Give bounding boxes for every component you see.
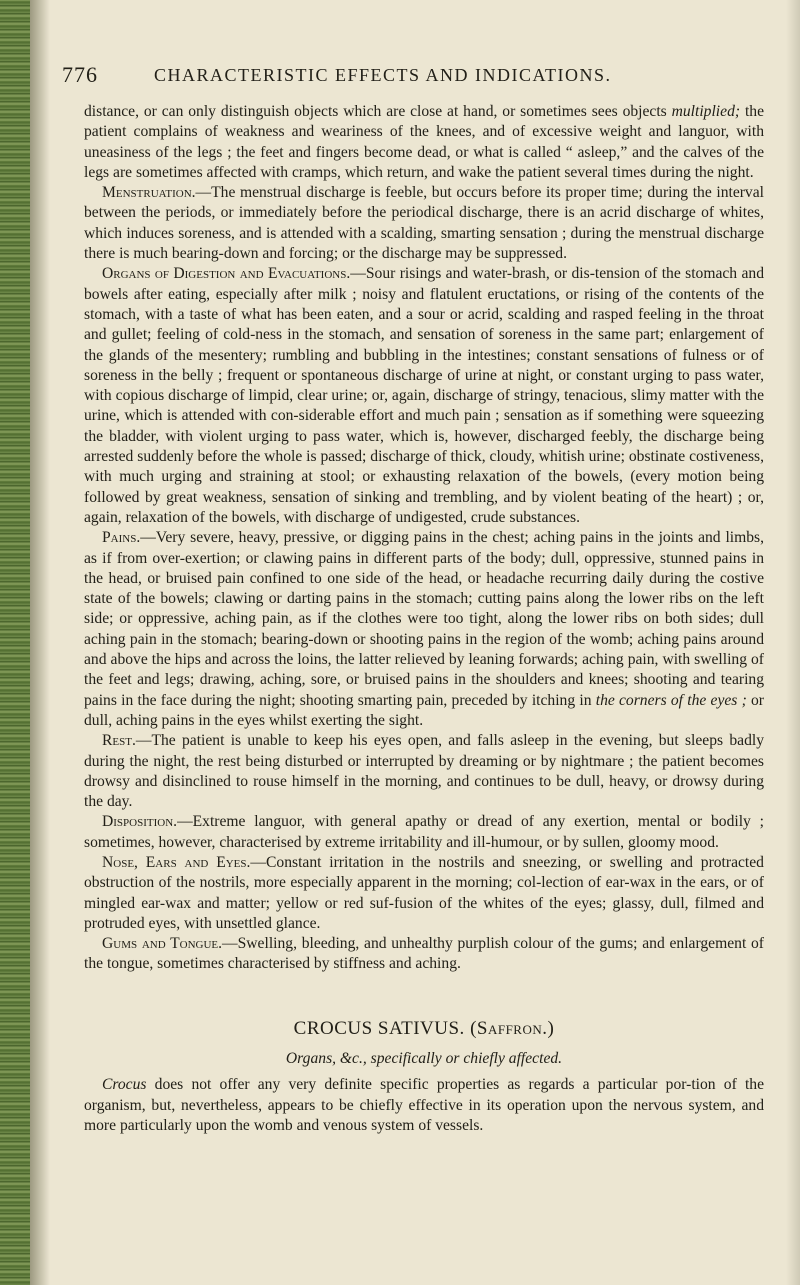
page-number: 776 <box>62 62 98 87</box>
paragraph-digestion: Organs of Digestion and Evacuations.—Sour risings and water-brash, or dis-tension of the stomach and bowels after eating, especially after milk ; noisy and flatulent eructations, or rising of the contents of the stomach, with a taste of what has been eaten, and a sour or acrid, scalding and rasped feeling in the throat and gullet; feeling of cold-ness in the stomach, and sensation of soreness in the same part; enlargement of the glands of the mesentery; rumbling and bubbling in the intestines; constant sensations of fulness or of soreness in the belly ; frequent or spontaneous discharge of urine at night, or constant urging to pass water, with copious discharge of limpid, clear urine; or, again, discharge of stringy, tenacious, slimy matter with the urine, which is attended with con-siderable effort and much pain ; sensation as if something were squeezing the bladder, with violent urging to pass water, which is, however, discharged feebly, the discharge being arrested suddenly before the whole is passed; discharge of thick, cloudy, whitish urine; obstinate costiveness, with much urging and straining at stool; or exhausting relaxation of the bowels, (every motion being followed by great weakness, sensation of sinking and trembling, and by violent beating of the heart) ; or, again, relaxation of the bowels, with discharge of undigested, crude substances. <box>84 265 765 526</box>
section-subtitle: Organs, &c., specifically or chiefly affected. <box>285 1050 563 1068</box>
section-heading: Pains. <box>102 529 141 547</box>
section-heading: Disposition. <box>102 813 178 831</box>
section-heading: Menstruation. <box>102 184 196 202</box>
paragraph-vision: distance, or can only distinguish objects which are close at hand, or sometimes sees objects multiplied; the patient complains of weakness and weariness of the knees, and of excessive weight and languor, with uneasiness of the legs ; the feet and fingers become dead, or what is called “ asleep,” and the calves of the legs are sometimes affected with cramps, which return, and wake the patient several times during the night. <box>84 103 764 181</box>
section-heading: Gums and Tongue. <box>102 935 223 953</box>
paragraph-gums-tongue: Gums and Tongue.—Swelling, bleeding, and unhealthy purplish colour of the gums; and enlargement of the tongue, sometimes characterised by stiffness and aching. <box>84 935 764 973</box>
paragraph-disposition: Disposition.—Extreme languor, with general apathy or dread of any exertion, mental or bodily ; sometimes, however, characterised by extreme irritability and ill-humour, or by sullen, gloomy mood. <box>84 813 764 851</box>
running-head: CHARACTERISTIC EFFECTS AND INDICATIONS. <box>154 65 612 85</box>
paragraph-menstruation: Menstruation.—The menstrual discharge is feeble, but occurs before its proper time; during the interval between the periods, or immediately before the periodical discharge, there is an acrid discharge of whites, which induces soreness, and is attended with a scalding, smarting sensation ; during the menstrual discharge there is much bearing-down and forcing; or the discharge may be suppressed. <box>84 184 764 263</box>
drug-name: Crocus <box>102 1076 147 1094</box>
paragraph-pains: Pains.—Very severe, heavy, pressive, or digging pains in the chest; aching pains in the joints and limbs, as if from over-exertion; or clawing pains in different parts of the body; dull, oppressive, stunned pains in the head, or bruised pain confined to one side of the head, or headache recurring daily during the costive state of the bowels; clawing or darting pains in the stomach; cutting pains along the lower ribs on the left side; or oppressive, aching pain, as if the clothes were too tight, along the lower ribs on both sides; dull aching pain in the stomach; bearing-down or shooting pains in the region of the womb; aching pains around and above the hips and across the loins, the latter relieved by leaning forwards; aching pain, with swelling of the feet and legs; drawing, aching, sore, or bruised pains in the shoulders and knees; shooting and tearing pains in the face during the night; shooting smarting pain, preceded by itching in the corners of the eyes ; or dull, aching pains in the eyes whilst exerting the sight. <box>84 529 764 729</box>
section-heading: Organs of Digestion and Evacuations. <box>102 265 351 283</box>
page-edge <box>786 0 800 1285</box>
page-header <box>62 62 762 90</box>
paragraph-rest: Rest.—The patient is unable to keep his eyes open, and falls asleep in the evening, but sleeps badly during the night, the rest being disturbed or interrupted by dreaming or by nightmare ; the patient becomes drowsy and disinclined to rouse himself in the morning, and continues to be dull, heavy, or drowsy during the day. <box>84 732 764 811</box>
book-binding <box>0 0 30 1285</box>
page-body <box>84 102 764 1136</box>
paragraph-nose-ears-eyes: Nose, Ears and Eyes.—Constant irritation in the nostrils and sneezing, or swelling and protracted obstruction of the nostrils, more especially apparent in the morning; col-lection of ear-wax in the ears, or of mingled ear-wax and matter; yellow or red suf-fusion of the whites of the eyes; glassy, dull, filmed and protruded eyes, with unsettled glance. <box>84 853 764 932</box>
section-heading: Rest. <box>102 732 136 750</box>
paragraph-crocus-intro: Crocus does not offer any very definite specific properties as regards a particular por-tion of the organism, but, nevertheless, appears to be chiefly effective in its operation upon the nervous system, and more particularly upon the womb and venous system of vessels. <box>84 1076 764 1134</box>
gutter-shadow <box>30 0 50 1285</box>
section-title: CROCUS SATIVUS. (Saffron.) <box>293 1017 555 1039</box>
section-heading: Nose, Ears and Eyes. <box>102 853 251 871</box>
